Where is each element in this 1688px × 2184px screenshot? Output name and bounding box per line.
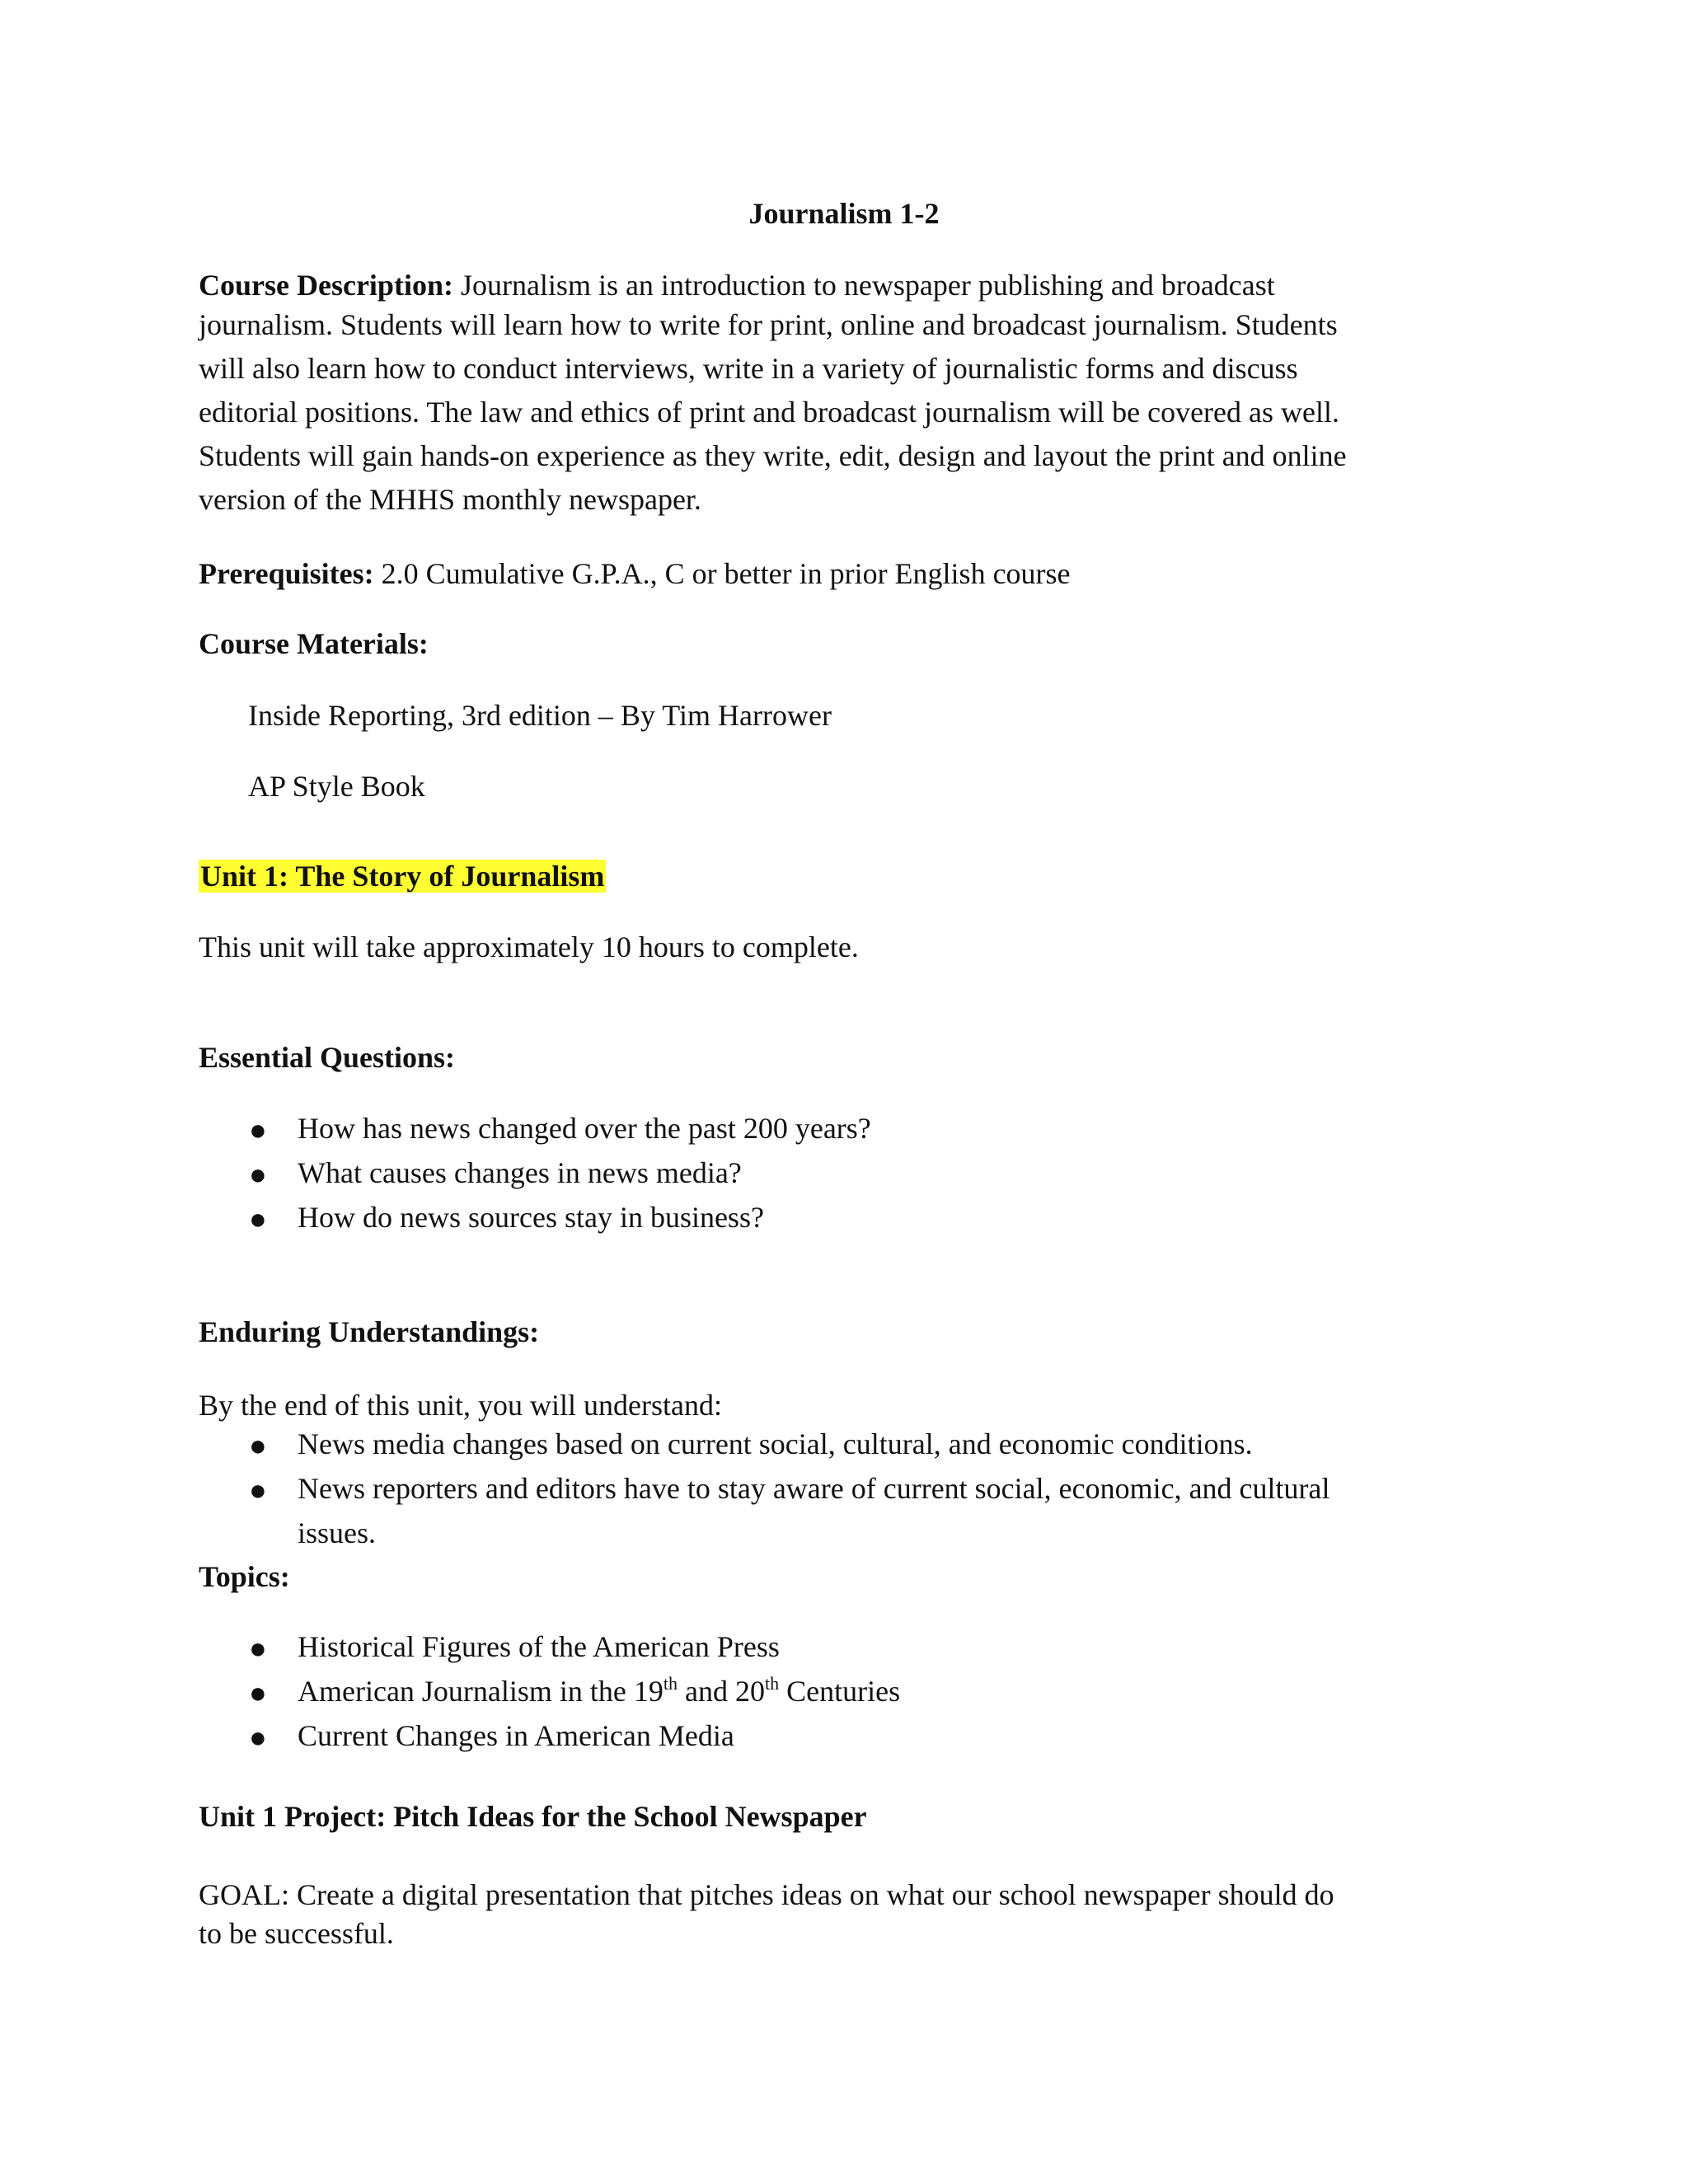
essential-questions-label: Essential Questions: <box>199 1041 456 1074</box>
course-description-line-5: Students will gain hands-on experience as they write, edit, design and layout the print and online <box>199 439 1347 472</box>
page-title: Journalism 1-2 <box>748 197 940 230</box>
topic-item-text-c: Centuries <box>779 1675 901 1708</box>
essential-question-item: How has news changed over the past 200 years? <box>298 1112 871 1145</box>
prerequisites-label: Prerequisites: <box>199 557 374 590</box>
topic-item <box>298 1674 900 1708</box>
project-goal-line-1: GOAL: Create a digital presentation that pitches ideas on what our school newspaper should do <box>199 1878 1334 1911</box>
unit1-heading <box>199 859 606 893</box>
course-material-item: Inside Reporting, 3rd edition – By Tim Harrower <box>248 699 832 732</box>
course-description-line-4: editorial positions. The law and ethics of print and broadcast journalism will be covered as well. <box>199 396 1339 429</box>
essential-question-item: How do news sources stay in business? <box>298 1201 764 1234</box>
unit1-heading-highlight: Unit 1: The Story of Journalism <box>200 860 605 893</box>
ordinal-superscript: th <box>663 1673 678 1694</box>
course-description-text: Journalism is an introduction to newspaper publishing and broadcast <box>460 269 1275 302</box>
bullet-icon: ● <box>249 1632 267 1665</box>
bullet-icon: ● <box>249 1158 267 1191</box>
course-material-item: AP Style Book <box>248 770 425 803</box>
bullet-icon: ● <box>249 1721 267 1754</box>
bullet-icon: ● <box>249 1676 267 1709</box>
course-description-line-3: will also learn how to conduct interviews, write in a variety of journalistic forms and discuss <box>199 352 1298 385</box>
course-description-line-6: version of the MHHS monthly newspaper. <box>199 483 701 516</box>
ordinal-superscript: th <box>765 1673 780 1694</box>
topic-item: Current Changes in American Media <box>298 1719 734 1752</box>
course-description-label: Course Description: <box>199 269 453 302</box>
topic-item-text-a: American Journalism in the 19 <box>298 1675 663 1708</box>
topic-item: Historical Figures of the American Press <box>298 1630 780 1663</box>
bullet-icon: ● <box>249 1113 267 1146</box>
unit1-project-heading: Unit 1 Project: Pitch Ideas for the School Newspaper <box>199 1800 867 1833</box>
course-description-line-2: journalism. Students will learn how to write for print, online and broadcast journalism. Students <box>199 308 1338 341</box>
prerequisites-text: 2.0 Cumulative G.P.A., C or better in prior English course <box>381 557 1071 590</box>
project-goal-line-2: to be successful. <box>199 1917 394 1950</box>
prerequisites <box>199 556 1071 591</box>
bullet-icon: ● <box>249 1429 267 1462</box>
bullet-icon: ● <box>249 1202 267 1235</box>
unit1-duration: This unit will take approximately 10 hours to complete. <box>199 930 859 963</box>
enduring-understanding-item-continuation: issues. <box>298 1516 377 1549</box>
enduring-understandings-intro: By the end of this unit, you will understand: <box>199 1389 722 1422</box>
enduring-understandings-label: Enduring Understandings: <box>199 1315 540 1348</box>
topic-item-text-b: and 20 <box>678 1675 766 1708</box>
course-description-line-1 <box>199 264 1275 307</box>
bullet-icon: ● <box>249 1474 267 1507</box>
topics-label: Topics: <box>199 1560 290 1593</box>
course-materials-label: Course Materials: <box>199 627 429 660</box>
enduring-understanding-item: News reporters and editors have to stay aware of current social, economic, and cultural <box>298 1472 1330 1505</box>
essential-question-item: What causes changes in news media? <box>298 1156 742 1189</box>
enduring-understanding-item: News media changes based on current social, cultural, and economic conditions. <box>298 1427 1253 1460</box>
